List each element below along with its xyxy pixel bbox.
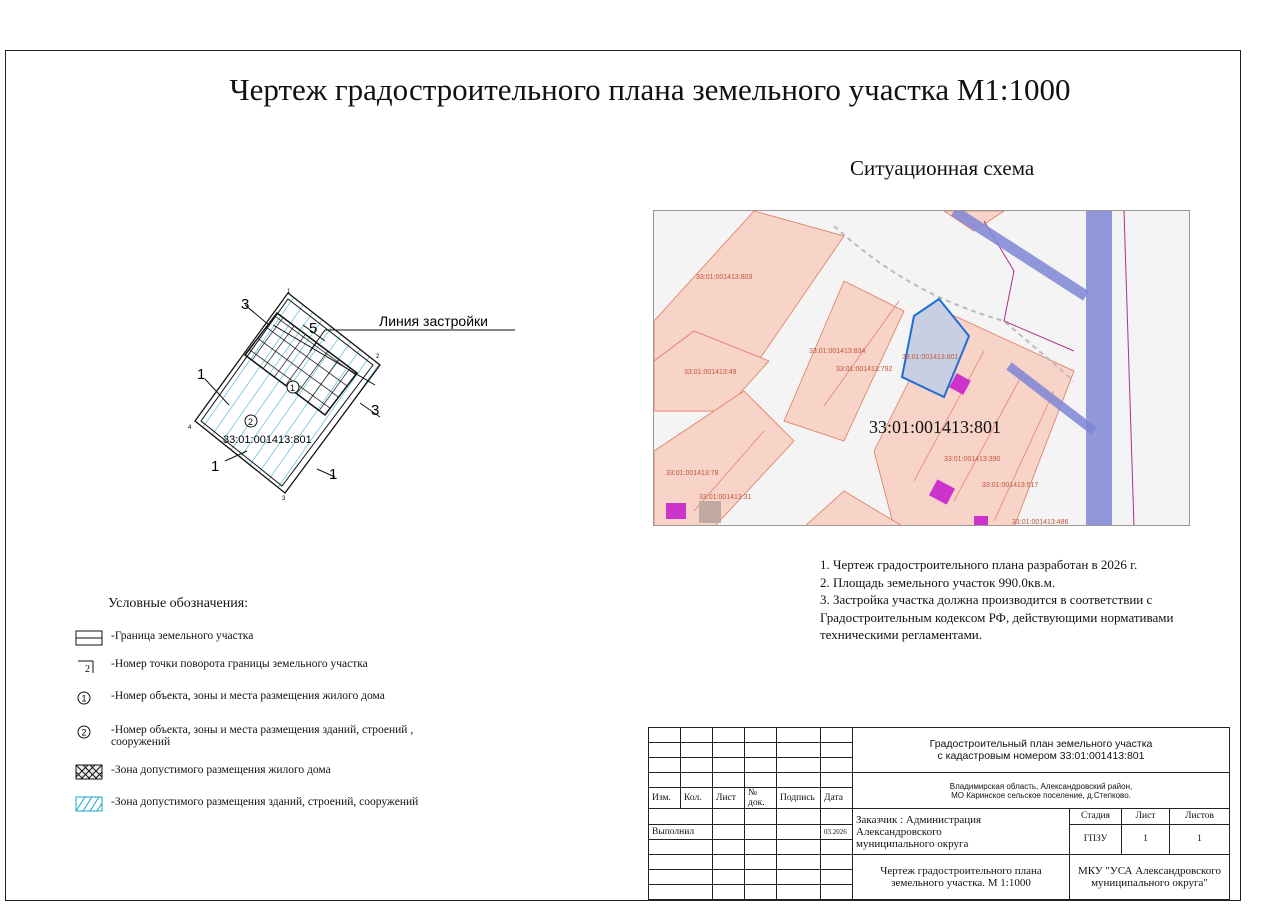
project-title-line2: с кадастровым номером 33:01:001413:801 [937,750,1145,763]
note-line: 2. Площадь земельного участок 990.0кв.м. [820,574,1056,590]
legend-item [75,690,385,706]
boundary-rect-icon [75,630,105,646]
map-label-801: 33:01:001413:801 [902,354,959,361]
address-cell [853,773,1230,809]
legend-text: -Номер объекта, зоны и места размещения жилого дома [111,690,385,702]
header-signature: Подпись [777,788,821,809]
legend-item [75,724,413,748]
svg-text:1: 1 [81,693,87,704]
legend-text: -Номер объекта, зоны и места размещения зданий, строений , [111,724,414,736]
map-label-834: 33:01:001413:834 [809,348,866,355]
address-line1: Владимирская область, Александровский район, [949,781,1133,791]
performer-date: 03.2026 [821,824,853,839]
note-line: 1. Чертеж градостроительного плана разработан в 2026 г. [820,557,1138,572]
note-line: Градостроительным кодексом РФ, действующими нормативами [820,609,1174,625]
map-label-78: 33:01:001413:78 [666,470,719,477]
road-vertical [1086,211,1112,526]
circled-two-icon [75,724,105,740]
turn-point-number-icon [75,658,105,674]
turn-point-1: 1 [287,289,291,295]
dim-right: 3 [371,402,380,419]
project-title-cell [853,728,1230,773]
zone-marker-buildings: 2 [248,417,254,427]
note-line: техническими регламентами. [820,627,982,642]
svg-text:2: 2 [81,727,87,738]
legend-item [75,796,418,812]
map-label-390: 33:01:001413:390 [944,456,1001,463]
doc-title-line1: Чертеж градостроительного плана [880,864,1042,877]
stage-label: Стадия [1070,809,1122,824]
parcel-drawing [185,285,515,515]
legend-item [75,630,253,646]
org-line2: муниципального округа" [1091,876,1208,889]
building-line-label: Линия застройки [379,313,488,329]
legend-text: -Зона допустимого размещения жилого дома [111,764,331,776]
parcel-cadastral-number: 33:01:001413:801 [223,434,312,446]
sheets-label: Листов [1170,809,1230,824]
map-label-792: 33:01:001413:792 [836,366,893,373]
address-line2: МО Каринское сельское поселение, д.Степково. [951,790,1131,800]
sheet-label: Лист [1122,809,1170,824]
sheet-value: 1 [1122,824,1170,854]
crosshatch-icon [75,764,105,780]
dim-top: 5 [309,320,318,337]
dim-left: 1 [197,366,206,383]
dim-bottom-right: 1 [329,466,338,483]
turn-point-2: 2 [376,354,380,360]
diagonal-hatch-icon [75,796,105,812]
map-label-486: 33:01:001413:486 [1012,519,1069,526]
page-title: Чертеж градостроительного плана земельного участка М1:1000 [229,72,1071,107]
map-label-517: 33:01:001413:517 [982,482,1039,489]
customer-line1: Заказчик : Администрация Александровского [856,813,982,838]
doc-title-cell [853,854,1070,899]
map-label-803: 33:01:001413:803 [696,274,753,281]
note-line: 3. Застройка участка должна производится в соответствии с [820,592,1153,607]
situation-map-canvas [654,211,1190,526]
zone-marker-house: 1 [290,383,296,393]
dim-top-left: 3 [241,296,250,313]
sheets-value: 1 [1170,824,1230,854]
legend-text: -Номер точки поворота границы земельного участка [111,658,368,670]
situation-scheme-title: Ситуационная схема [850,156,1035,180]
project-title-line1: Градостроительный план земельного участка [929,738,1153,751]
situation-map [653,210,1190,526]
dim-bottom-left: 1 [211,458,220,475]
header-list: Лист [713,788,745,809]
legend-item [75,658,368,674]
map-label-31: 33:01:001413:31 [699,494,752,501]
customer-cell [853,809,1070,854]
header-izm: Изм. [649,788,681,809]
notes-block [820,556,1173,644]
legend-text: -Граница земельного участка [111,630,254,642]
map-label-49: 33:01:001413:49 [684,369,737,376]
header-kol: Кол. [681,788,713,809]
legend-text: -Зона допустимого размещения зданий, строений, сооружений [111,796,419,808]
stage-value: ГПЗУ [1070,824,1122,854]
legend-title: Условные обозначения: [108,596,249,611]
organization-cell [1070,854,1230,899]
header-date: Дата [821,788,853,809]
map-main-parcel-label: 33:01:001413:801 [869,417,1002,437]
doc-title-line2: земельного участка. М 1:1000 [891,876,1031,889]
header-doc: № док. [745,788,777,809]
legend-item [75,764,331,780]
circled-one-icon [75,690,105,706]
title-block [648,727,1229,900]
performer-label: Выполнил [649,824,713,839]
org-line1: МКУ "УСА Александровского [1078,864,1221,877]
turn-point-4: 4 [188,425,192,431]
legend-text-continued: сооружений [111,736,171,748]
customer-line2: муниципального округа [856,837,969,850]
turn-point-3: 3 [282,496,286,502]
svg-text:2: 2 [85,664,90,674]
